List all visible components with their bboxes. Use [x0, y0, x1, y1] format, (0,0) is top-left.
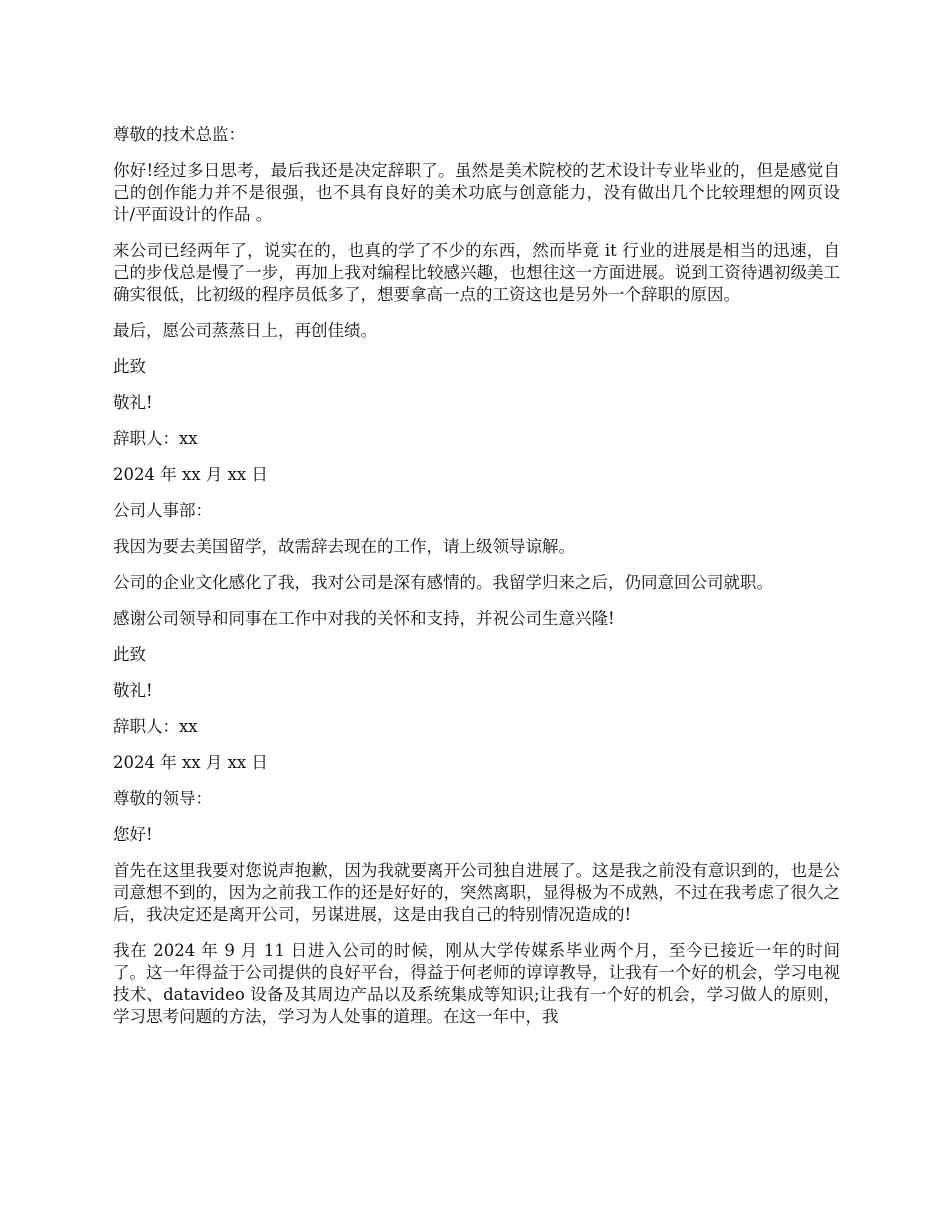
greeting: 您好! [113, 825, 153, 844]
closing-phrase: 此致 [113, 357, 146, 376]
body-paragraph: 我因为要去美国留学，故需辞去现在的工作，请上级领导谅解。 [113, 537, 575, 556]
body-paragraph: 公司的企业文化感化了我，我对公司是深有感情的。我留学归来之后，仍同意回公司就职。 [113, 573, 773, 592]
body-paragraph: 感谢公司领导和同事在工作中对我的关怀和支持，并祝公司生意兴隆! [113, 609, 615, 628]
document-page [113, 124, 840, 1042]
body-paragraph: 我在 2024 年 9 月 11 日进入公司的时候，刚从大学传媒系毕业两个月，至今已接近一年的时间了。这一年得益于公司提供的良好平台，得益于何老师的谆谆教导，让我有一个好的机会，学习电视技术、datavideo 设备及其周边产品以及系统集成等知识;让我有一个好的机会，学习做人的原则，学习思考问题的方法，学习为人处事的道理。在这一年中，我 [113, 941, 840, 1026]
closing-phrase: 此致 [113, 645, 146, 664]
closing-regards: 敬礼! [113, 393, 153, 412]
body-paragraph: 你好!经过多日思考，最后我还是决定辞职了。虽然是美术院校的艺术设计专业毕业的，但是感觉自己的创作能力并不是很强，也不具有良好的美术功底与创意能力，没有做出几个比较理想的网页设计/平面设计的作品 。 [113, 161, 840, 224]
salutation-hr-department: 公司人事部： [113, 501, 212, 520]
closing-wish: 最后，愿公司蒸蒸日上，再创佳绩。 [113, 321, 377, 340]
body-paragraph: 首先在这里我要对您说声抱歉，因为我就要离开公司独自进展了。这是我之前没有意识到的，也是公司意想不到的，因为之前我工作的还是好好的，突然离职，显得极为不成熟，不过在我考虑了很久之后，我决定还是离开公司，另谋进展，这是由我自己的特别情况造成的! [113, 861, 840, 924]
body-paragraph: 来公司已经两年了，说实在的，也真的学了不少的东西，然而毕竟 it 行业的进展是相当的迅速，自己的步伐总是慢了一步，再加上我对编程比较感兴趣，也想往这一方面进展。说到工资待遇初级美工确实很低，比初级的程序员低多了，想要拿高一点的工资这也是另外一个辞职的原因。 [113, 241, 840, 304]
date-line: 2024 年 xx 月 xx 日 [113, 465, 268, 484]
closing-regards: 敬礼! [113, 681, 153, 700]
signature-line: 辞职人：xx [113, 717, 198, 736]
salutation-tech-director: 尊敬的技术总监： [113, 125, 245, 144]
date-line: 2024 年 xx 月 xx 日 [113, 753, 268, 772]
salutation-leader: 尊敬的领导： [113, 789, 212, 808]
signature-line: 辞职人：xx [113, 429, 198, 448]
